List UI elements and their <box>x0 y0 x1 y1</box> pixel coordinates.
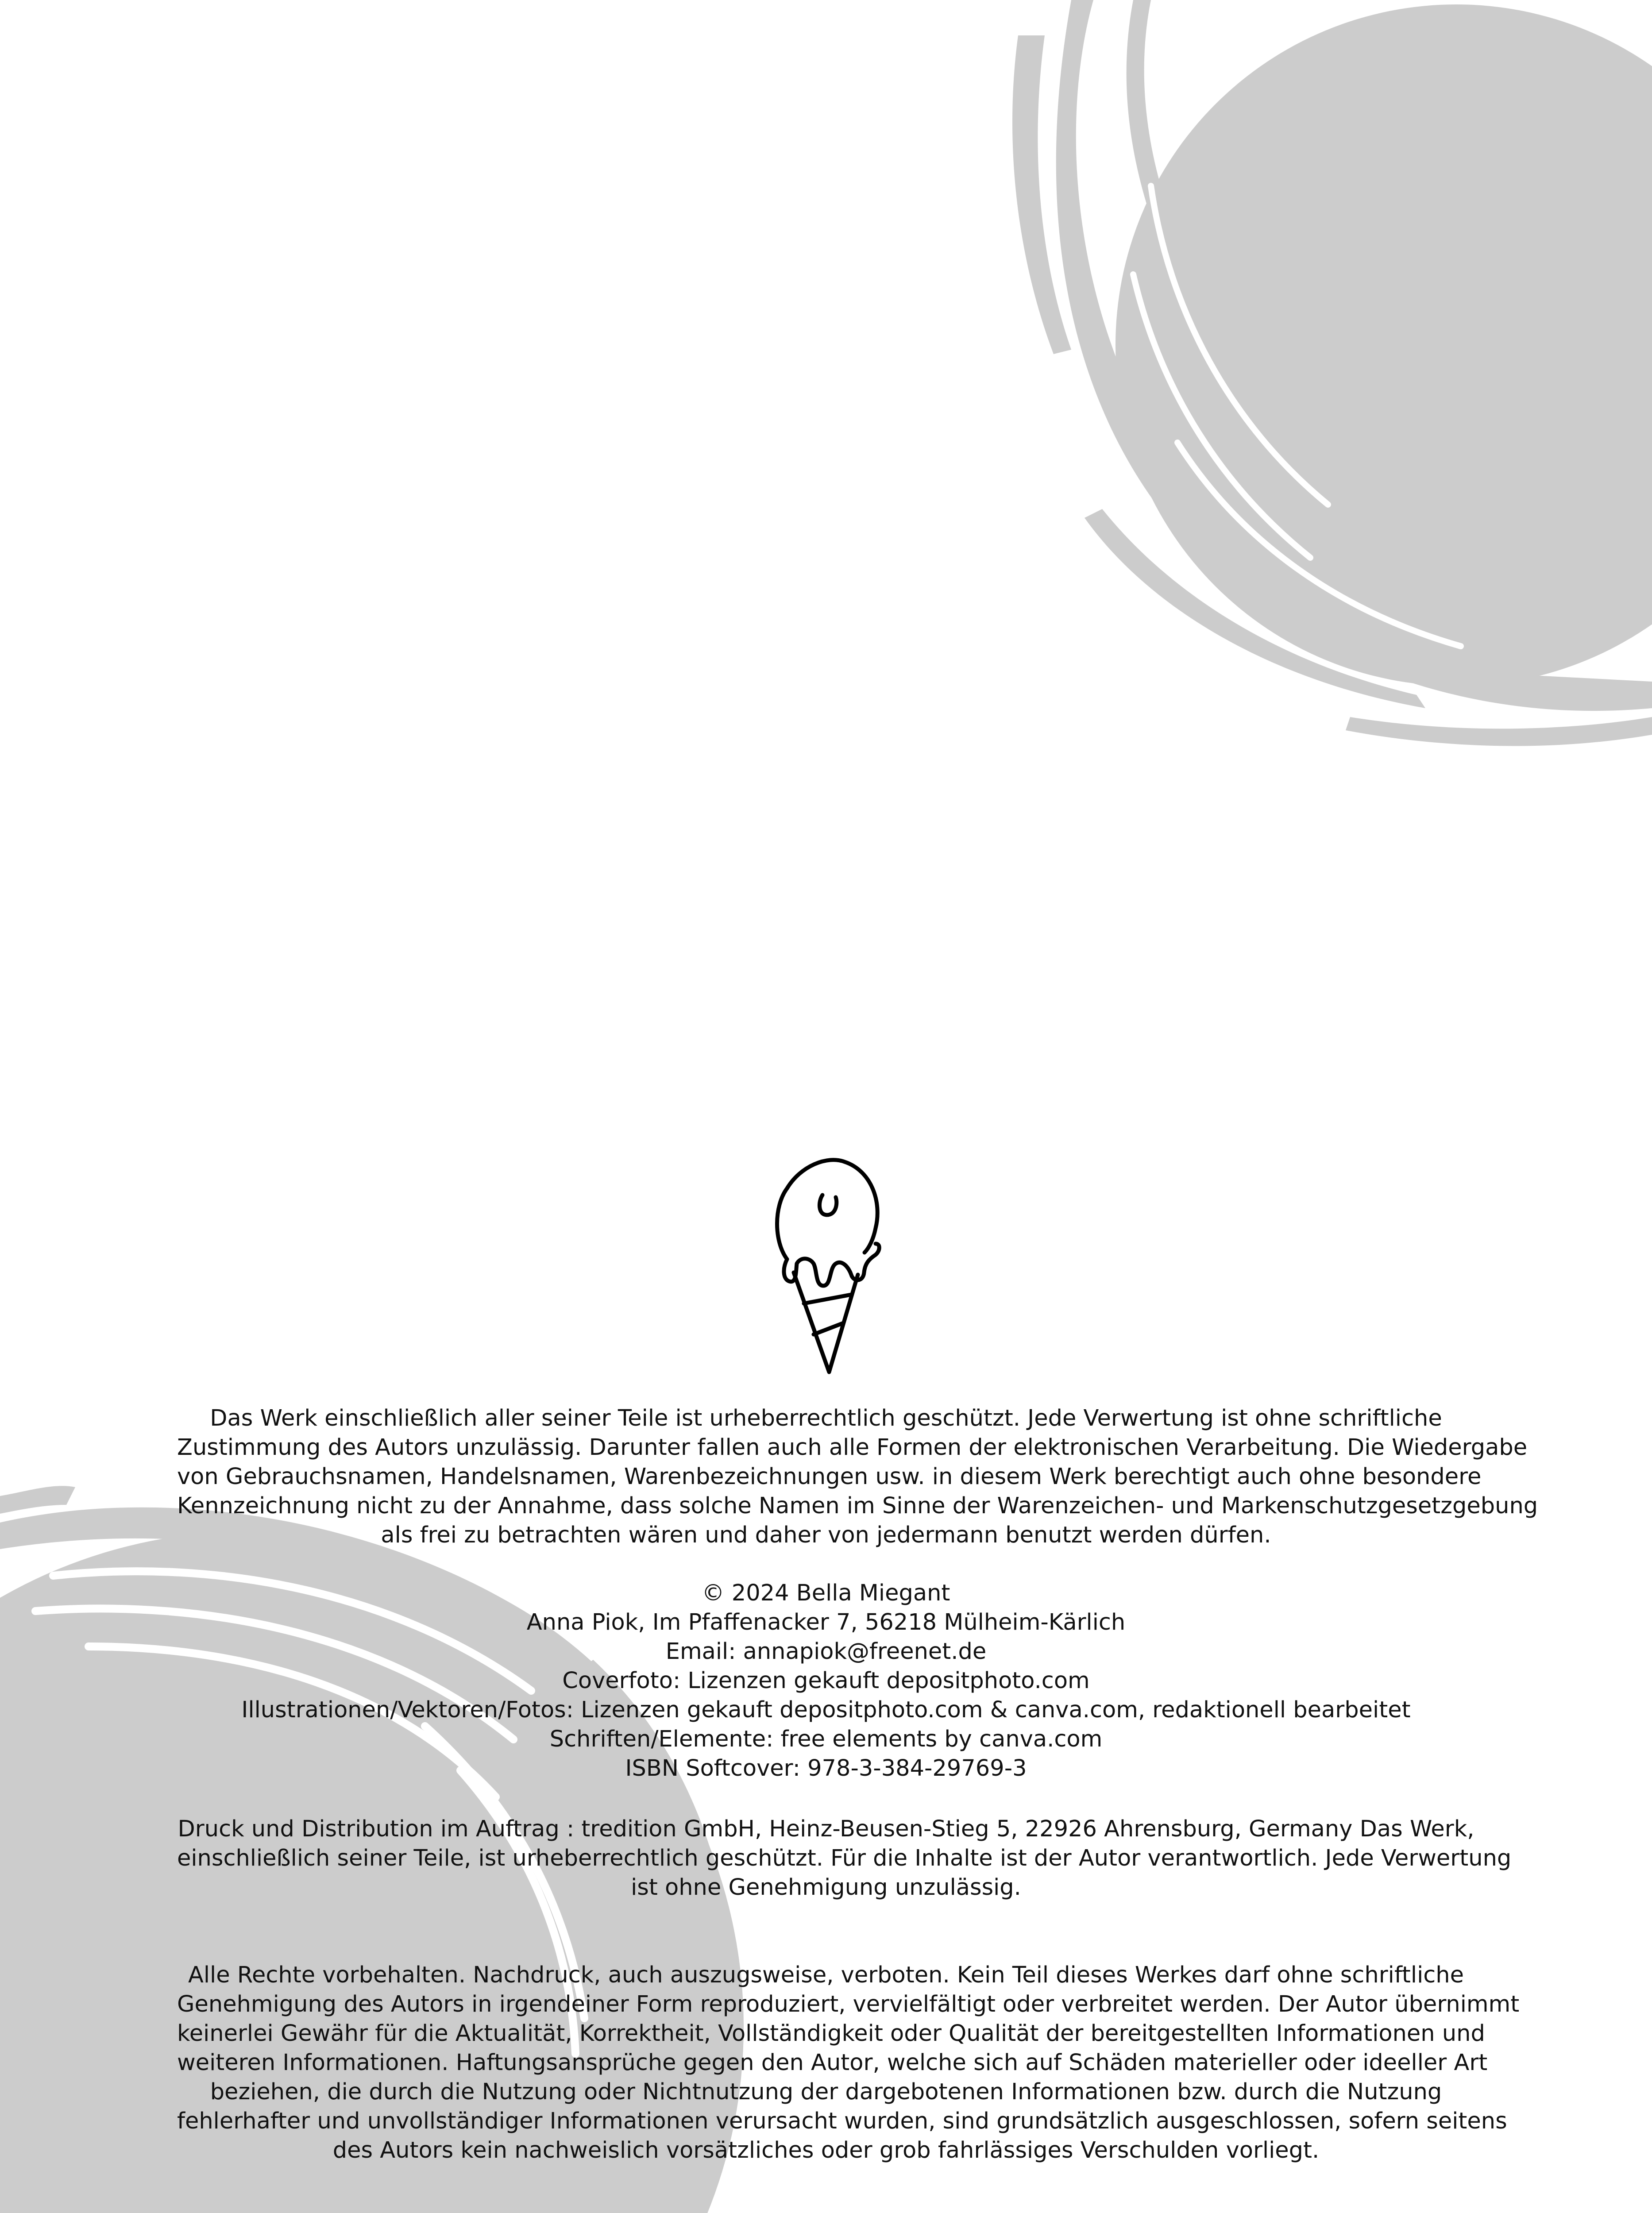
legal-notice-paragraph <box>177 1404 1538 1550</box>
ice-cream-cone-icon <box>769 1153 884 1374</box>
distribution-paragraph <box>177 1815 1512 1902</box>
rights-line: keinerlei Gewähr für die Aktualität, Korrektheit, Vollständigkeit oder Qualität der bereitgestellten Informationen und <box>177 2020 1485 2047</box>
rights-line: weiteren Informationen. Haftungsansprüche gegen den Autor, welche sich auf Schäden materieller oder ideeller Art <box>177 2050 1488 2076</box>
distribution-line: einschließlich seiner Teile, ist urheberrechtlich geschützt. Für die Inhalte ist der Autor verantwortlich. Jede Verwertung <box>177 1845 1512 1871</box>
top-right-brush-stroke <box>1012 0 1652 746</box>
rights-line: fehlerhafter und unvollständiger Informationen verursacht wurden, sind grundsätzlich ausgeschlossen, sofern seitens <box>177 2108 1507 2134</box>
rights-line: beziehen, die durch die Nutzung oder Nichtnutzung der dargebotenen Informationen bzw. durch die Nutzung <box>210 2079 1442 2105</box>
rights-line: Alle Rechte vorbehalten. Nachdruck, auch auszugsweise, verboten. Kein Teil dieses Werkes darf ohne schriftliche <box>188 1962 1464 1988</box>
legal-notice-line: Das Werk einschließlich aller seiner Teile ist urheberrechtlich geschützt. Jede Verwertung ist ohne schriftliche <box>210 1405 1442 1431</box>
address-line: Anna Piok, Im Pfaffenacker 7, 56218 Mülheim-Kärlich <box>526 1609 1126 1635</box>
distribution-line: Druck und Distribution im Auftrag : tredition GmbH, Heinz-Beusen-Stieg 5, 22926 Ahrensburg, Germany Das Werk, <box>178 1816 1474 1842</box>
illustrations-line: Illustrationen/Vektoren/Fotos: Lizenzen gekauft depositphoto.com & canva.com, redaktionell bearbeitet <box>241 1697 1411 1723</box>
copyright-line: © 2024 Bella Miegant <box>702 1580 950 1606</box>
legal-notice-line: von Gebrauchsnamen, Handelsnamen, Warenbezeichnungen usw. in diesem Werk berechtigt auch ohne besondere <box>177 1464 1482 1490</box>
cover-photo-line: Coverfoto: Lizenzen gekauft depositphoto.com <box>562 1668 1090 1694</box>
fonts-elements-line: Schriften/Elemente: free elements by canva.com <box>549 1726 1103 1752</box>
rights-line: Genehmigung des Autors in irgendeiner Form reproduziert, vervielfältigt oder verbreitet werden. Der Autor übernimmt <box>177 1991 1520 2017</box>
rights-paragraph <box>177 1961 1520 2165</box>
email-line: Email: annapiok@freenet.de <box>665 1639 987 1665</box>
rights-line: des Autors kein nachweislich vorsätzliches oder grob fahrlässiges Verschulden vorliegt. <box>332 2137 1320 2163</box>
legal-notice-line: Kennzeichnung nicht zu der Annahme, dass solche Namen im Sinne der Warenzeichen- und Markenschutzgesetzgebung <box>177 1493 1538 1519</box>
legal-notice-line: Zustimmung des Autors unzulässig. Darunter fallen auch alle Formen der elektronischen Verarbeitung. Die Wiedergabe <box>177 1434 1528 1461</box>
isbn-line: ISBN Softcover: 978-3-384-29769-3 <box>625 1755 1027 1781</box>
imprint-block <box>177 1579 1475 1783</box>
distribution-line: ist ohne Genehmigung unzulässig. <box>631 1874 1021 1901</box>
legal-notice-line: als frei zu betrachten wären und daher von jedermann benutzt werden dürfen. <box>381 1522 1271 1548</box>
